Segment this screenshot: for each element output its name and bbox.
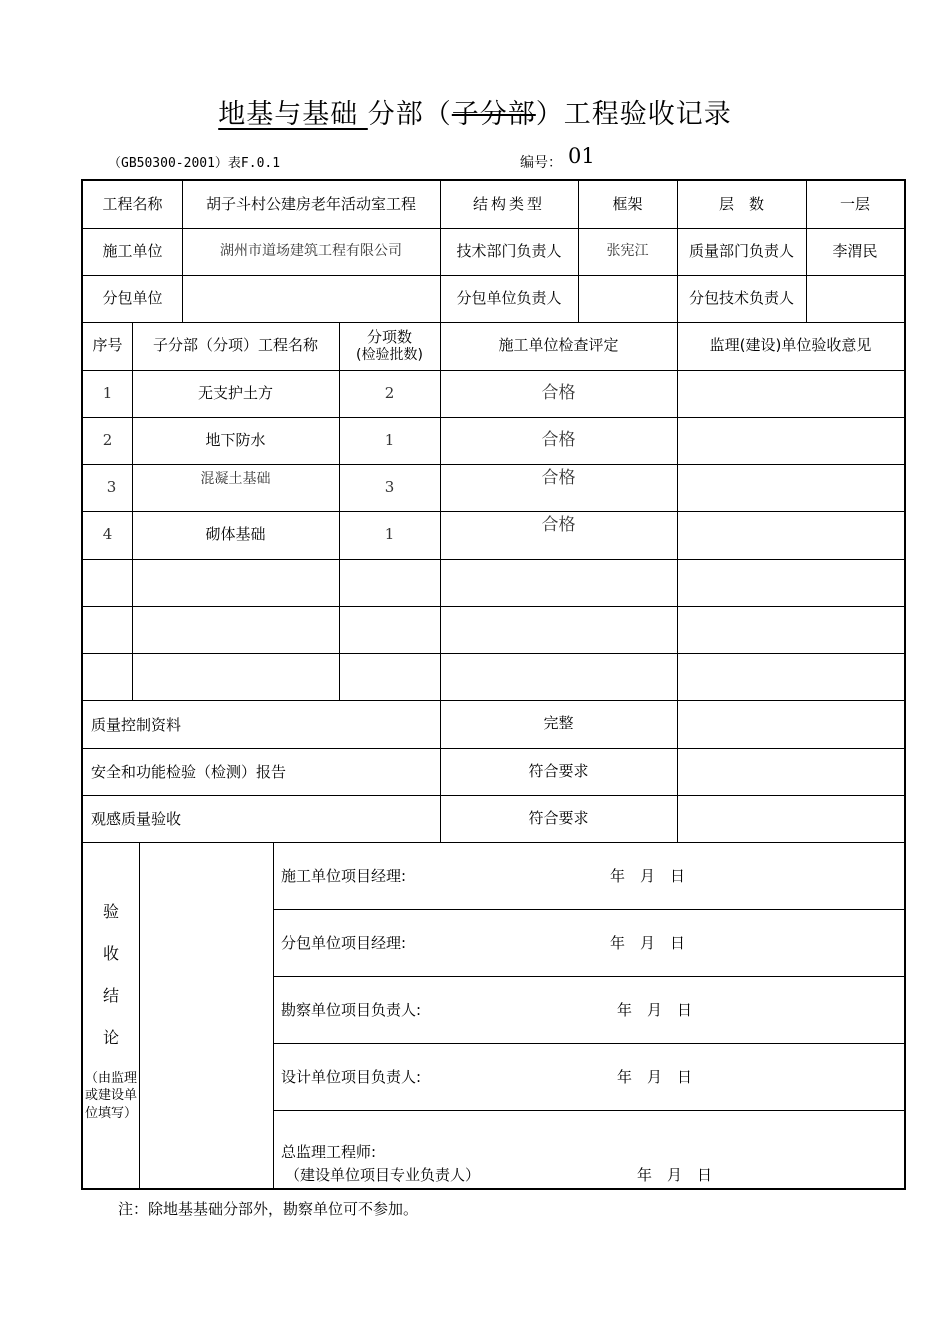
contractor: 湖州市道场建筑工程有限公司	[220, 243, 402, 260]
footer-note: 注：除地基基础分部外，勘察单位可不参加。	[118, 1200, 419, 1218]
conclusion-char: 论	[102, 1027, 119, 1047]
signer-sub-label: （建设单位项目专业负责人）	[285, 1165, 481, 1184]
contractor-label: 施工单位	[102, 241, 163, 260]
project-name: 胡子斗村公建房老年活动室工程	[205, 194, 416, 213]
quality-head-label: 质量部门负责人	[688, 241, 794, 260]
number-label: 编号：	[520, 155, 562, 171]
floors-label: 层 数	[718, 194, 764, 213]
acceptance-table	[81, 179, 906, 1190]
col-count-header: 分项数 (检验批数)	[356, 328, 423, 363]
floors: 一层	[839, 194, 870, 213]
summary-value: 完整	[543, 714, 574, 733]
row-count: 1	[384, 430, 395, 449]
signer-label: 勘察单位项目负责人:	[281, 1001, 422, 1019]
row-count: 1	[384, 525, 395, 544]
row-seq: 1	[102, 383, 113, 402]
conclusion-char: 验	[102, 901, 119, 921]
conclusion-char: 收	[102, 943, 119, 963]
sub-tech	[806, 275, 904, 322]
standard-code: （GB50300-2001）表F.0.1	[108, 156, 281, 171]
conclusion-note: （由监理或建设单位填写）	[85, 1070, 138, 1121]
signer-date: 年 月 日	[610, 934, 686, 952]
row-seq: 3	[106, 478, 117, 497]
col-name-header: 子分部（分项）工程名称	[152, 336, 318, 355]
row-check: 合格	[541, 515, 576, 536]
col-check-header: 施工单位检查评定	[498, 336, 619, 355]
row-check: 合格	[541, 468, 576, 489]
row-check: 合格	[541, 429, 576, 450]
project-name-label: 工程名称	[102, 194, 163, 213]
row-name: 砌体基础	[205, 525, 266, 544]
subcontractor-label: 分包单位	[102, 288, 163, 307]
subcontractor	[182, 275, 440, 322]
signer-date: 年 月 日	[610, 867, 686, 885]
signer-label: 施工单位项目经理:	[281, 867, 407, 885]
signer-date: 年 月 日	[617, 1068, 693, 1086]
structure-type: 框架	[612, 194, 643, 213]
row-seq: 4	[102, 525, 113, 544]
summary-label: 质量控制资料	[91, 715, 182, 734]
row-count: 3	[384, 478, 395, 497]
signer-label: 总监理工程师:	[281, 1142, 377, 1161]
sub-head	[578, 275, 677, 322]
tech-head: 张宪江	[606, 243, 649, 260]
sub-tech-label: 分包技术负责人	[688, 288, 794, 307]
signer-label: 分包单位项目经理:	[281, 934, 407, 952]
signer-label: 设计单位项目负责人:	[281, 1068, 422, 1086]
page-title: 地基与基础 分部（子分部）工程验收记录	[218, 99, 732, 130]
structure-type-label: 结构类型	[472, 194, 545, 213]
col-opinion-header: 监理(建设)单位验收意见	[709, 336, 872, 355]
quality-head: 李渭民	[832, 241, 878, 260]
summary-value: 符合要求	[528, 761, 589, 780]
summary-label: 安全和功能检验（检测）报告	[91, 763, 287, 781]
number-value: 01	[568, 144, 595, 168]
signer-date: 年 月 日	[617, 1001, 693, 1019]
row-count: 2	[384, 383, 395, 402]
col-seq-header: 序号	[92, 336, 123, 355]
sub-head-label: 分包单位负责人	[456, 288, 562, 307]
summary-value: 符合要求	[528, 808, 589, 827]
row-name: 地下防水	[205, 430, 266, 449]
row-seq: 2	[102, 430, 113, 449]
row-name: 无支护土方	[197, 383, 273, 402]
summary-label: 观感质量验收	[91, 810, 182, 828]
signer-date: 年 月 日	[637, 1165, 713, 1184]
tech-head-label: 技术部门负责人	[456, 241, 562, 260]
row-name: 混凝土基础	[200, 470, 271, 487]
conclusion-char: 结	[102, 985, 119, 1005]
row-check: 合格	[541, 382, 576, 403]
